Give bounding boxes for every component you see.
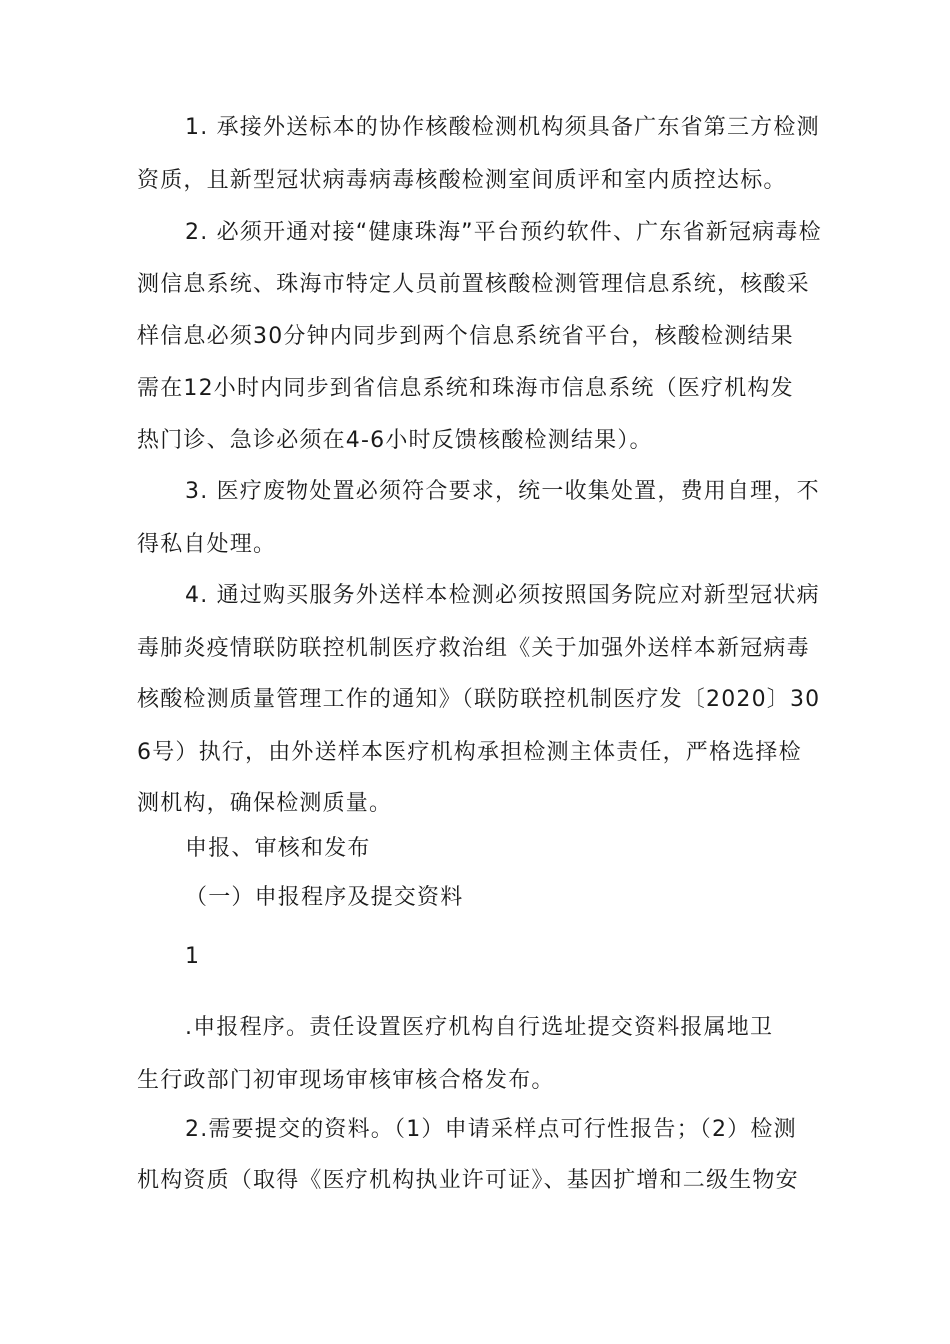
text-line: 2. 必须开通对接“健康珠海”平台预约软件、广东省新冠病毒检 xyxy=(185,220,822,245)
section-heading: 申报、审核和发布 xyxy=(185,836,371,861)
text-line: 机构资质（取得《医疗机构执业许可证》、基因扩增和二级生物安 xyxy=(137,1168,799,1193)
subsection-heading: （一）申报程序及提交资料 xyxy=(185,885,464,910)
text-line: 需在12小时内同步到省信息系统和珠海市信息系统（医疗机构发 xyxy=(137,376,794,401)
text-line: 6号）执行，由外送样本医疗机构承担检测主体责任，严格选择检 xyxy=(137,740,802,765)
text-line: 样信息必须30分钟内同步到两个信息系统省平台，核酸检测结果 xyxy=(137,324,794,349)
text-line: .申报程序。责任设置医疗机构自行选址提交资料报属地卫 xyxy=(185,1015,774,1040)
text-line: 3. 医疗废物处置必须符合要求，统一收集处置，费用自理，不 xyxy=(185,479,820,504)
text-line: 2.需要提交的资料。（1）申请采样点可行性报告；（2）检测 xyxy=(185,1117,797,1142)
text-line: 测机构，确保检测质量。 xyxy=(137,791,393,816)
text-line: 1. 承接外送标本的协作核酸检测机构须具备广东省第三方检测 xyxy=(185,115,820,140)
text-line: 毒肺炎疫情联防联控机制医疗救治组《关于加强外送样本新冠病毒 xyxy=(137,636,810,661)
item-number: 1 xyxy=(185,944,201,969)
text-line: 得私自处理。 xyxy=(137,532,277,557)
text-line: 测信息系统、珠海市特定人员前置核酸检测管理信息系统，核酸采 xyxy=(137,272,810,297)
text-line: 生行政部门初审现场审核审核合格发布。 xyxy=(137,1068,555,1093)
text-line: 核酸检测质量管理工作的通知》（联防联控机制医疗发〔2020〕30 xyxy=(137,687,821,712)
text-line: 4. 通过购买服务外送样本检测必须按照国务院应对新型冠状病 xyxy=(185,583,820,608)
text-line: 热门诊、急诊必须在4-6小时反馈核酸检测结果）。 xyxy=(137,428,653,453)
text-line: 资质，且新型冠状病毒病毒核酸检测室间质评和室内质控达标。 xyxy=(137,168,787,193)
